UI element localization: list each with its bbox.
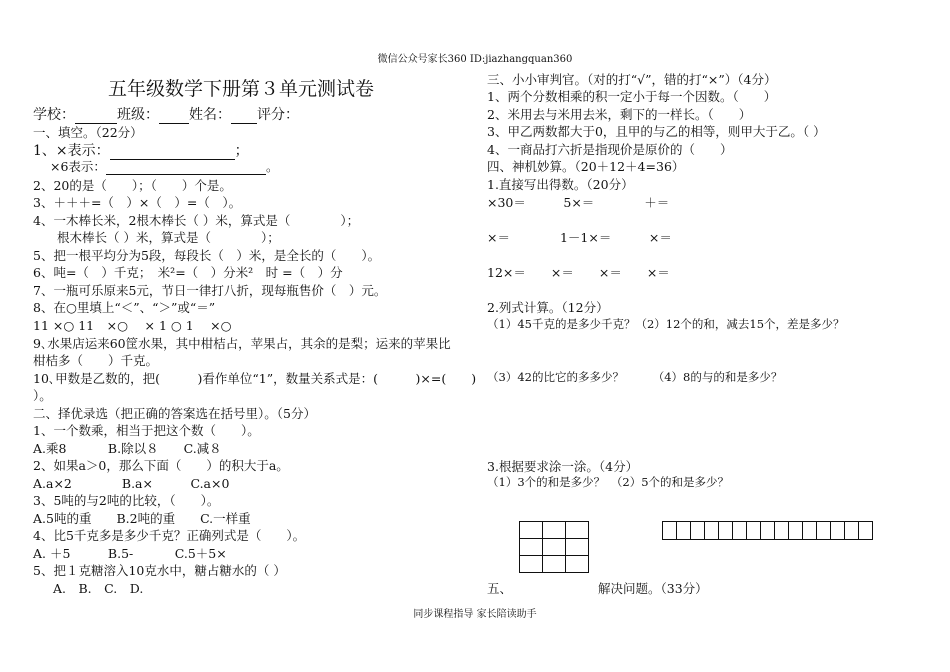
question-line: 11 ×○ 11 ×○ × 1 ○ 1 ×○ <box>33 318 232 333</box>
option-line: A. ＋5 B.5- C.5＋5× <box>33 546 227 561</box>
page-header: 微信公众号家长360 ID:jiazhangquan360 <box>377 54 573 65</box>
computation-row: ×＝ 1－1×＝ ×＝ <box>487 230 672 245</box>
class-blank <box>159 109 189 124</box>
question-line: 4、比5千克多是多少千克？正确列式是（ ）。 <box>33 528 306 543</box>
question-line: 9､水果店运来60筐水果，其中柑桔占，苹果占，其余的是梨；运来的苹果比 <box>33 336 451 351</box>
option-line: A.a×2 B.a× C.a×0 <box>33 476 230 491</box>
question-line: （3）42的比它的多多少？ （4）8的与的和是多少？ <box>487 370 783 384</box>
question-line: 6、吨=（ ）千克； 米²=（ ）分米² 时 =（ ）分 <box>33 265 343 280</box>
question-line: 根木棒长（ ）米，算式是（ ）； <box>57 230 280 245</box>
question-line: 3、5吨的与2吨的比较，（ ）。 <box>33 493 220 508</box>
question-line: 8、在○里填上“＜”、“＞”或“＝” <box>33 300 216 315</box>
question-line: ）。 <box>33 388 52 403</box>
option-line: A. B. C. D. <box>53 581 144 596</box>
name-label: 姓名： <box>189 107 231 123</box>
question-line: 5、把一根平均分为5段，每段长（ ）米，是全长的（ ）。 <box>33 248 381 263</box>
question-line: 2、如果a＞0，那么下面（ ）的积大于a。 <box>33 458 289 473</box>
section-3-heading: 三、小小审判官。（对的打“√”，错的打“×”）（4分） <box>487 72 777 87</box>
subsection-heading: 3.根据要求涂一涂。（4分） <box>487 459 639 474</box>
computation-row: ×30＝ 5×＝ ＋＝ <box>487 195 670 210</box>
question-line: 1、一个数乘，相当于把这个数（ ）。 <box>33 423 260 438</box>
option-line: A.乘8 B.除以８ C.减８ <box>33 441 222 456</box>
question-line: 3、甲乙两数都大于0，且甲的与乙的相等，则甲大于乙。（ ） <box>487 124 826 139</box>
school-label: 学校： <box>33 107 75 123</box>
question-line: 3、＋＋＋=（ ）×（ ）=（ ）。 <box>33 195 242 210</box>
question-line: 柑桔多（ ）千克。 <box>33 353 159 368</box>
question-line: 5、把１克糖溶入10克水中，糖占糖水的（ ） <box>33 563 286 578</box>
page-title: 五年级数学下册第３单元测试卷 <box>108 78 375 100</box>
question-line: 10､甲数是乙数的，把( )看作单位“1”，数量关系式是：( )×=( ) <box>33 371 477 386</box>
score-label: 评分： <box>257 107 299 123</box>
question-line: ×6表示： 。 <box>50 159 279 174</box>
question-line: 2、20的是（ ）；（ ）个是。 <box>33 178 232 193</box>
question-line: 7、一瓶可乐原来5元，节日一律打八折，现每瓶售价（ ）元。 <box>33 283 387 298</box>
page-footer: 同步课程指导 家长陪读助手 <box>413 609 537 620</box>
subsection-heading: 1.直接写出得数。（20分） <box>487 177 634 192</box>
class-label: 班级： <box>117 107 159 123</box>
computation-row: 12×＝ ×＝ ×＝ ×＝ <box>487 265 670 280</box>
subsection-heading: 2.列式计算。（12分） <box>487 300 609 315</box>
question-line: 1、两个分数相乘的积一定小于每一个因数。（ ） <box>487 89 777 104</box>
question-line: 4、一木棒长米，2根木棒长（ ）米，算式是（ ）； <box>33 213 360 228</box>
question-line: 2、米用去与米用去米，剩下的一样长。（ ） <box>487 107 752 122</box>
question-line: （1）3个的和是多少？ （2）5个的和是多少？ <box>487 475 730 489</box>
section-1-heading: 一、填空。（22分） <box>33 125 143 140</box>
name-blank <box>231 109 257 124</box>
school-blank <box>75 109 117 124</box>
shading-grid-1x15 <box>662 521 873 540</box>
question-line: 1、×表示： ； <box>33 143 249 159</box>
section-4-heading: 四、神机妙算。（20＋12＋4=36） <box>487 159 685 174</box>
shading-grid-3x3 <box>519 521 589 573</box>
student-info-row <box>33 104 299 124</box>
section-5-heading: 解决问题。（33分） <box>598 581 708 596</box>
section-2-heading: 二、择优录选（把正确的答案选在括号里）。（5分） <box>33 406 316 421</box>
option-line: A.5吨的重 B.2吨的重 C.一样重 <box>33 511 251 526</box>
section-5-label: 五、 <box>487 581 513 596</box>
question-line: （1）45千克的是多少千克？（2）12个的和，减去15个，差是多少？ <box>487 317 845 331</box>
question-line: 4、一商品打六折是指现价是原价的（ ） <box>487 142 733 157</box>
answer-blank <box>106 162 266 175</box>
